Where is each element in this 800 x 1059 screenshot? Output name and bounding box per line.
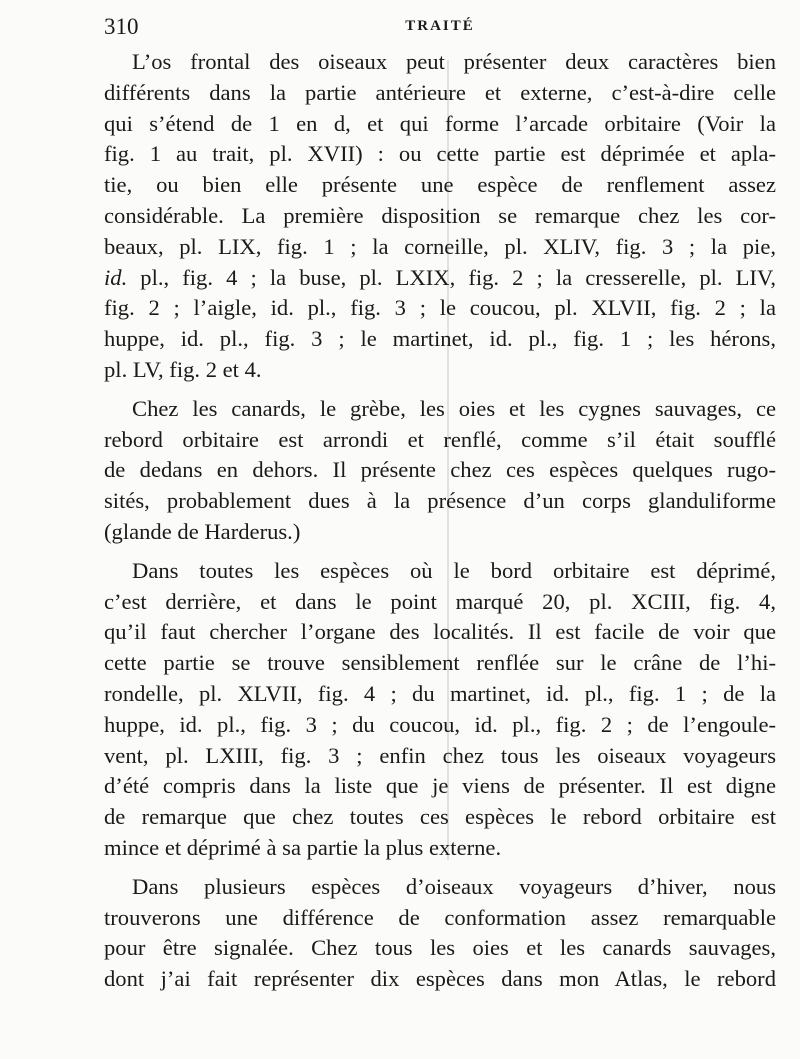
text-line: dont j’ai fait représenter dix espèces dans mon Atlas, le rebord [104, 966, 776, 992]
text-line: pour être signalée. Chez tous les oies et les canards sauvages, [104, 935, 776, 961]
text-line: considérable. La première disposition se remarque chez les cor- [104, 202, 776, 228]
text-line: Dans plusieurs espèces d’oiseaux voyageurs d’hiver, nous [132, 873, 776, 899]
text-line: vent, pl. LXIII, fig. 3 ; enfin chez tous les oiseaux voyageurs [104, 742, 776, 768]
text-line: qui s’étend de 1 en d, et qui forme l’arcade orbitaire (Voir la [104, 110, 776, 136]
text-line: de remarque que chez toutes ces espèces le rebord orbitaire est [104, 804, 776, 830]
text-line: trouverons une différence de conformation assez remarquable [104, 904, 776, 930]
text-line: Dans toutes les espèces où le bord orbitaire est déprimé, [132, 557, 776, 583]
paragraph [104, 394, 776, 548]
text-line: fig. 2 ; l’aigle, id. pl., fig. 3 ; le coucou, pl. XLVII, fig. 2 ; la [104, 295, 776, 321]
text-italic: id. [104, 264, 128, 290]
text-line: d’été compris dans la liste que je viens de présenter. Il est digne [104, 773, 776, 799]
text-line: cette partie se trouve sensiblement renflée sur le crâne de l’hi- [104, 650, 776, 676]
text-line: huppe, id. pl., fig. 3 ; le martinet, id. pl., fig. 1 ; les hérons, [104, 326, 776, 352]
text-line: tie, ou bien elle présente une espèce de renflement assez [104, 172, 776, 198]
body-text [104, 47, 776, 1003]
text-line: c’est derrière, et dans le point marqué 20, pl. XCIII, fig. 4, [104, 588, 776, 614]
page-number: 310 [104, 14, 139, 39]
paragraph [104, 47, 776, 386]
paragraph [104, 872, 776, 995]
text-line: qu’il faut chercher l’organe des localités. Il est facile de voir que [104, 619, 776, 645]
running-title: TRAITÉ [405, 18, 475, 34]
text-line: mince et déprimé à sa partie la plus externe. [104, 834, 502, 860]
text-line: beaux, pl. LIX, fig. 1 ; la corneille, pl. XLIV, fig. 3 ; la pie, [104, 233, 776, 259]
paragraph [104, 556, 776, 864]
text-line: sités, probablement dues à la présence d’un corps glanduliforme [104, 488, 776, 514]
text-line: L’os frontal des oiseaux peut présenter deux caractères bien [132, 49, 776, 74]
text-line: (glande de Harderus.) [104, 518, 301, 544]
text-roman: pl., fig. 4 ; la buse, pl. LXIX, fig. 2 ; la cresserelle, pl. LIV, [127, 264, 776, 290]
text-line: fig. 1 au trait, pl. XVII) : ou cette partie est déprimée et apla- [104, 141, 776, 167]
text-line: différents dans la partie antérieure et externe, c’est-à-dire celle [104, 79, 776, 105]
text-line: de dedans en dehors. Il présente chez ces espèces quelques rugo- [104, 457, 776, 483]
text-line [104, 263, 776, 294]
text-line: huppe, id. pl., fig. 3 ; du coucou, id. pl., fig. 2 ; de l’engoule- [104, 711, 776, 737]
text-line: rondelle, pl. XLVII, fig. 4 ; du martinet, id. pl., fig. 1 ; de la [104, 680, 776, 706]
text-line: Chez les canards, le grèbe, les oies et les cygnes sauvages, ce [132, 395, 776, 421]
page-header [104, 14, 776, 42]
text-line: rebord orbitaire est arrondi et renflé, comme s’il était soufflé [104, 426, 776, 452]
text-line: pl. LV, fig. 2 et 4. [104, 356, 262, 382]
